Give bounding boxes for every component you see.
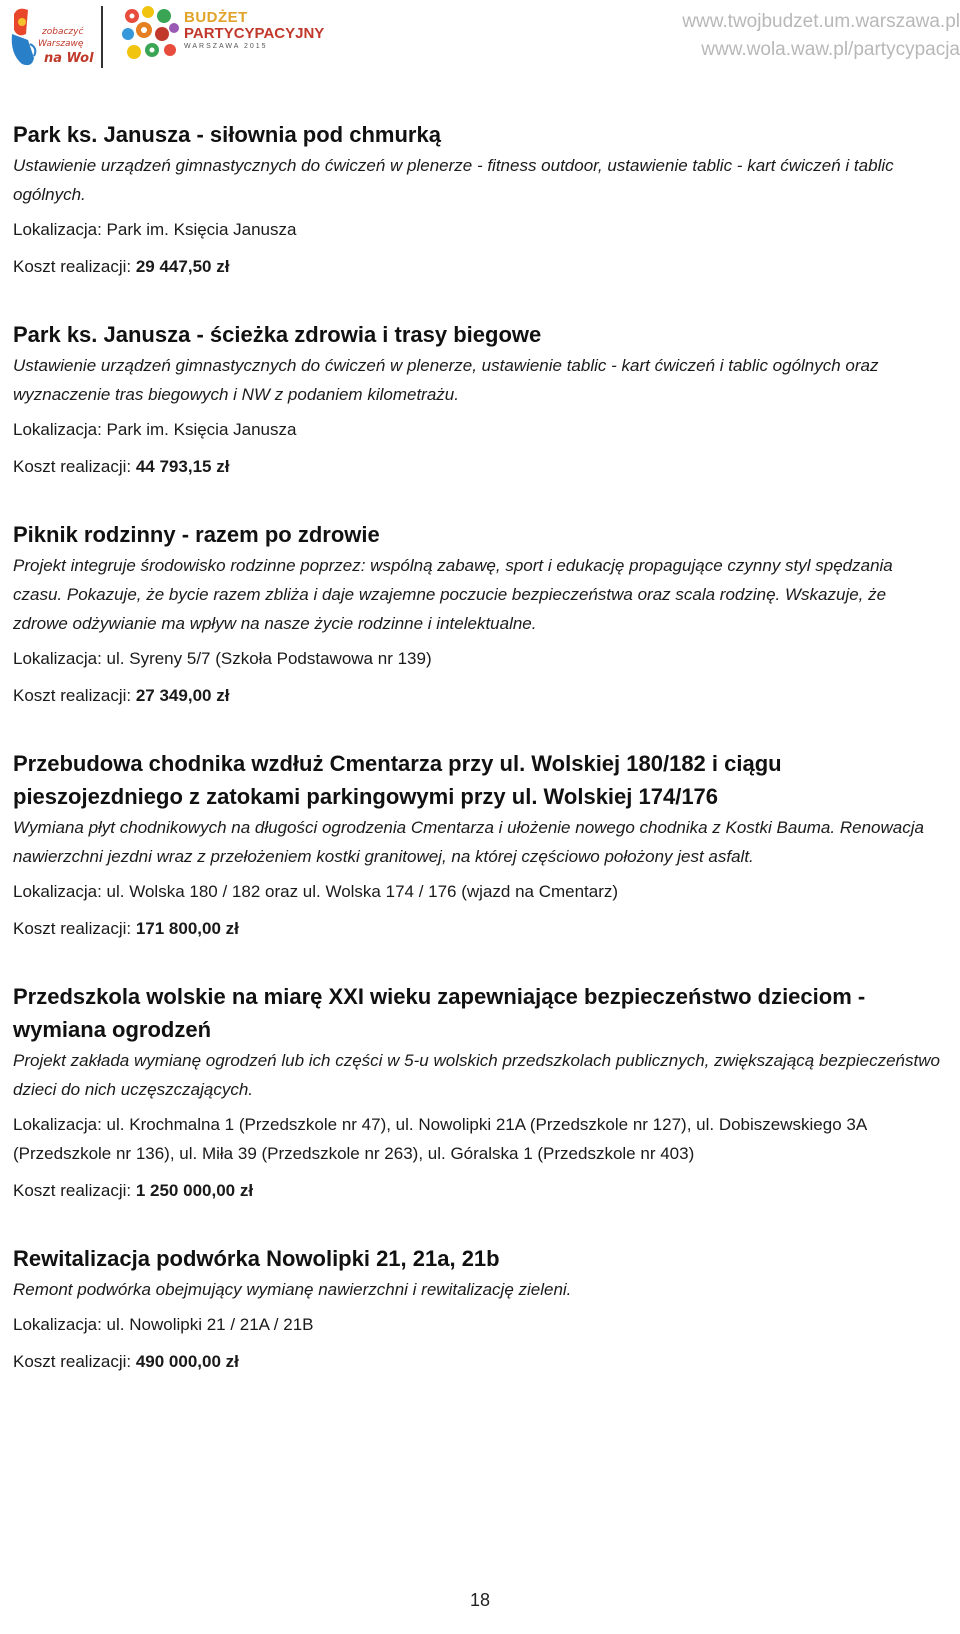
cost-label: Koszt realizacji: xyxy=(13,1352,132,1371)
project-description: Ustawienie urządzeń gimnastycznych do ćwiczeń w plenerze, ustawienie tablic - kart ćwiczeń i tablic ogólnych oraz wyznaczenie tras biegowych i NW z podaniem kilometrażu. xyxy=(13,356,879,404)
budzet-logo-line1: BUDŻET xyxy=(184,9,248,26)
project-description: Projekt zakłada wymianę ogrodzeń lub ich części w 5-u wolskich przedszkolach publicznych, zwiększającą bezpieczeństwo dzieci do nich uczęszczających. xyxy=(13,1051,940,1099)
cost-value: 171 800,00 zł xyxy=(135,919,239,938)
budzet-logo-text xyxy=(184,10,324,50)
project-cost xyxy=(13,683,943,709)
flower-emblem-icon xyxy=(118,2,182,66)
project-title: Park ks. Janusza - siłownia pod chmurką xyxy=(13,122,441,147)
project-cost xyxy=(13,916,943,942)
budzet-partycypacyjny-logo xyxy=(118,2,325,68)
project-title: Przedszkola wolskie na miarę XXI wieku zapewniające bezpieczeństwo dzieciom - wymiana ogrodzeń xyxy=(13,984,866,1042)
project-item xyxy=(13,118,943,280)
project-title: Park ks. Janusza - ścieżka zdrowia i trasy biegowe xyxy=(13,322,542,347)
cost-label: Koszt realizacji: xyxy=(13,257,132,276)
cost-value: 490 000,00 zł xyxy=(135,1352,239,1371)
project-location: Lokalizacja: ul. Syreny 5/7 (Szkoła Podstawowa nr 139) xyxy=(13,649,432,668)
project-cost xyxy=(13,1178,943,1204)
wola-logo-text-3: na Woli xyxy=(44,51,94,66)
project-item xyxy=(13,1242,943,1375)
url-twojbudzet[interactable]: www.twojbudzet.um.warszawa.pl xyxy=(682,11,960,32)
header-urls xyxy=(682,8,960,64)
project-title: Rewitalizacja podwórka Nowolipki 21, 21a, 21b xyxy=(13,1246,500,1271)
project-location: Lokalizacja: ul. Krochmalna 1 (Przedszkole nr 47), ul. Nowolipki 21A (Przedszkole nr 127), ul. Dobiszewskiego 3A (Przedszkole nr 136), ul. Miła 39 (Przedszkole nr 263), ul. Góralska 1 (Przedszkole nr 403) xyxy=(13,1115,867,1163)
cost-label: Koszt realizacji: xyxy=(13,457,132,476)
cost-label: Koszt realizacji: xyxy=(13,1181,132,1200)
project-item xyxy=(13,747,943,942)
url-wola[interactable]: www.wola.waw.pl/partycypacja xyxy=(701,39,960,60)
cost-label: Koszt realizacji: xyxy=(13,919,132,938)
project-description: Ustawienie urządzeń gimnastycznych do ćwiczeń w plenerze - fitness outdoor, ustawienie tablic - kart ćwiczeń i tablic ogólnych. xyxy=(13,156,894,204)
project-description: Remont podwórka obejmujący wymianę nawierzchni i rewitalizację zieleni. xyxy=(13,1280,572,1299)
project-location: Lokalizacja: Park im. Księcia Janusza xyxy=(13,220,297,239)
wola-logo-text-2: Warszawę xyxy=(38,39,84,49)
cost-value: 29 447,50 zł xyxy=(135,257,230,276)
cost-value: 44 793,15 zł xyxy=(135,457,230,476)
page-number: 18 xyxy=(469,1590,491,1610)
wola-logo-graphic xyxy=(8,4,94,70)
project-cost xyxy=(13,454,943,480)
cost-value: 1 250 000,00 zł xyxy=(135,1181,254,1200)
project-title: Przebudowa chodnika wzdłuż Cmentarza przy ul. Wolskiej 180/182 i ciągu pieszojezdniego z zatokami parkingowymi przy ul. Wolskiej 174/176 xyxy=(13,751,782,809)
project-location: Lokalizacja: Park im. Księcia Janusza xyxy=(13,420,297,439)
header-divider xyxy=(101,6,103,68)
cost-value: 27 349,00 zł xyxy=(135,686,230,705)
budzet-logo-line3: WARSZAWA 2015 xyxy=(184,43,268,50)
cost-label: Koszt realizacji: xyxy=(13,686,132,705)
budzet-logo-line2: PARTYCYPACYJNY xyxy=(184,25,325,42)
project-cost xyxy=(13,254,943,280)
page-header xyxy=(0,0,960,80)
project-cost xyxy=(13,1349,943,1375)
project-description: Wymiana płyt chodnikowych na długości ogrodzenia Cmentarza i ułożenie nowego chodnika z Kostki Bauma. Renowacja nawierzchni jezdni wraz z przełożeniem kostki granitowej, na której częściowo położony jest asfalt. xyxy=(13,818,924,866)
wola-logo-text-1: zobaczyć xyxy=(42,27,84,37)
project-item xyxy=(13,318,943,480)
project-location: Lokalizacja: ul. Wolska 180 / 182 oraz ul. Wolska 174 / 176 (wjazd na Cmentarz) xyxy=(13,882,619,901)
project-item xyxy=(13,518,943,709)
project-item xyxy=(13,980,943,1204)
project-location: Lokalizacja: ul. Nowolipki 21 / 21A / 21B xyxy=(13,1315,314,1334)
project-list xyxy=(13,118,943,1413)
project-description: Projekt integruje środowisko rodzinne poprzez: wspólną zabawę, sport i edukację propagujące czynny styl spędzania czasu. Pokazuje, że bycie razem zbliża i daje wzajemne poczucie bezpieczeństwa oraz scala rodzinę. Wskazuje, że zdrowe odżywianie ma wpływ na nasze życie rodzinne i intelektualne. xyxy=(13,556,893,633)
project-title: Piknik rodzinny - razem po zdrowie xyxy=(13,522,380,547)
wola-logo xyxy=(8,4,94,70)
